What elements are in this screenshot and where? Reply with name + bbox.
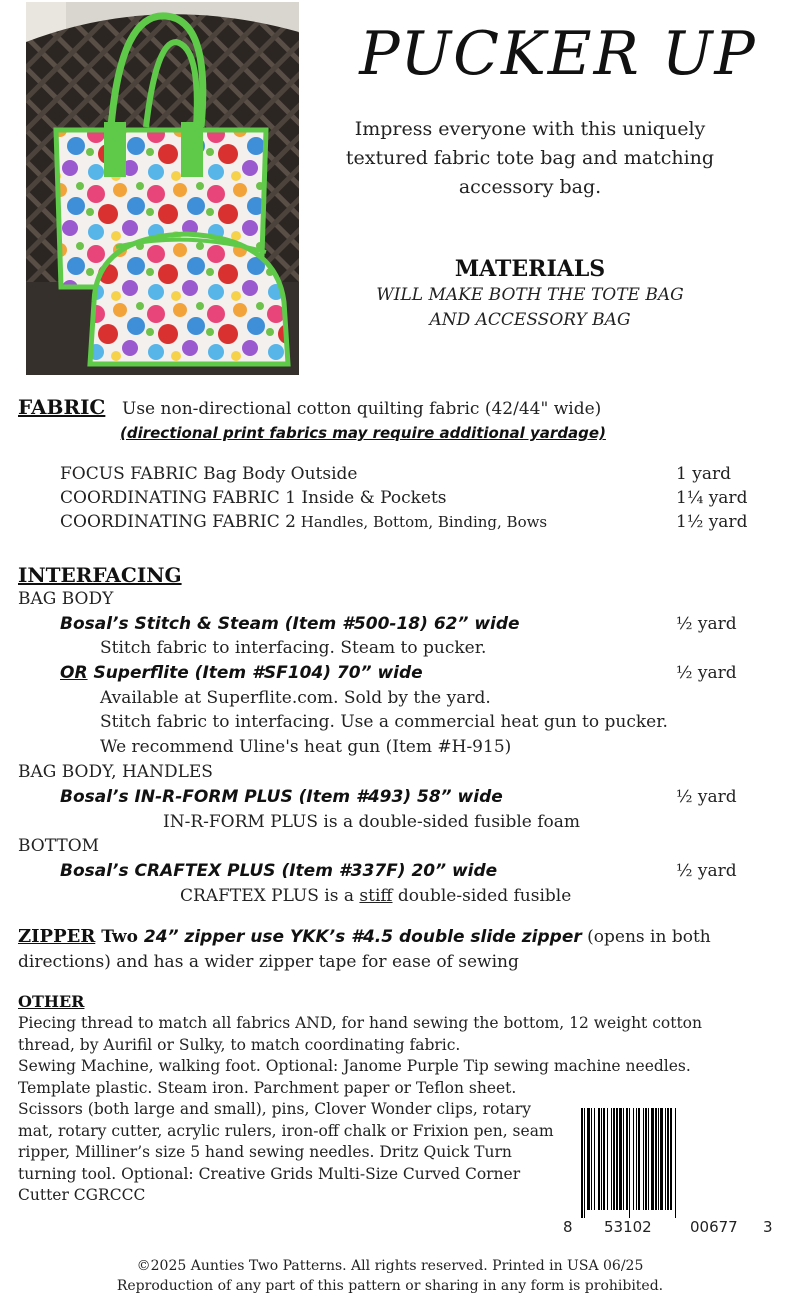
zipper-line [18, 925, 711, 949]
barcode-bar [592, 1108, 594, 1210]
barcode-bar [615, 1108, 616, 1210]
materials-subheading-line: AND ACCESSORY BAG [429, 310, 631, 330]
superflite-name: Superflite (Item #SF104) 70” wide [87, 663, 423, 683]
fabric-item-qty: 1 yard [676, 464, 731, 484]
fabric-description: Use non-directional cotton quilting fabric (42/44" wide) [122, 399, 602, 419]
barcode-bar [623, 1108, 624, 1210]
materials-heading: MATERIALS [454, 256, 606, 282]
barcode-digit: 8 [563, 1218, 573, 1236]
barcode-bar [638, 1108, 640, 1210]
barcode-bar [649, 1108, 651, 1210]
fabric-item-name: COORDINATING FABRIC 2 [60, 512, 296, 532]
barcode-bar [600, 1108, 601, 1210]
barcode-bar [657, 1108, 658, 1210]
fabric-item-name: FOCUS FABRIC [60, 464, 198, 484]
bag-body-label: BAG BODY [18, 589, 114, 609]
barcode-bar [616, 1108, 618, 1210]
inrform-qty: ½ yard [676, 787, 737, 807]
barcode-bar [583, 1108, 584, 1218]
barcode-bar [581, 1108, 583, 1218]
inrform-product: Bosal’s IN-R-FORM PLUS (Item #493) 58” wide [60, 787, 503, 807]
copyright: ©2025 Aunties Two Patterns. All rights reserved. Printed in USA 06/25 [136, 1258, 644, 1274]
barcode-bar [667, 1108, 669, 1210]
barcode-bar [670, 1108, 672, 1210]
other-line: Scissors (both large and small), pins, Clover Wonder clips, rotary [18, 1100, 532, 1118]
barcode-bar [659, 1108, 660, 1210]
other-line: Template plastic. Steam iron. Parchment paper or Teflon sheet. [18, 1078, 517, 1097]
barcode-bar [640, 1108, 643, 1210]
fabric-item-detail: Bag Body Outside [197, 464, 358, 484]
barcode-bar [637, 1108, 638, 1210]
intro-text: Impress everyone with this uniquely textured fabric tote bag and matching accessory bag. [345, 118, 715, 198]
barcode-bar [644, 1108, 645, 1210]
zipper-two: Two [95, 927, 144, 947]
superflite-note: Stitch fabric to interfacing. Use a commercial heat gun to pucker. [100, 712, 668, 732]
barcode-bar [618, 1108, 619, 1210]
barcode-bar [584, 1108, 585, 1218]
barcode-bar [665, 1108, 666, 1210]
superflite-note: Available at Superflite.com. Sold by the yard. [100, 688, 491, 708]
fabric-item [60, 486, 447, 510]
craftex-qty: ½ yard [676, 861, 737, 881]
materials-subheading [318, 283, 742, 333]
fabric-item-qty: 1½ yard [676, 512, 748, 532]
barcode-bar [594, 1108, 595, 1210]
barcode-bar [590, 1108, 591, 1210]
bag-body-handles-label: BAG BODY, HANDLES [18, 762, 213, 782]
barcode-bar [601, 1108, 602, 1210]
barcode-bar [608, 1108, 611, 1210]
superflite-product [60, 661, 423, 685]
barcode-bar [605, 1108, 607, 1210]
other-line: mat, rotary cutter, acrylic rulers, iron-off chalk or Frixion pen, seam [18, 1121, 554, 1140]
pattern-title: PUCKER UP [359, 19, 757, 89]
fabric-item-qty: 1¼ yard [676, 488, 748, 508]
zipper-heading: ZIPPER [18, 926, 96, 947]
barcode-bar [634, 1108, 636, 1210]
stitch-steam-qty: ½ yard [676, 614, 737, 634]
barcode-bar [672, 1108, 675, 1218]
barcode-bar [655, 1108, 657, 1210]
other-line: turning tool. Optional: Creative Grids Multi-Size Curved Corner [18, 1164, 521, 1183]
zipper-spec: 24” zipper use YKK’s #4.5 double slide zipper [143, 927, 582, 947]
barcode-bar [654, 1108, 655, 1210]
barcode-bar [613, 1108, 615, 1210]
barcode-bar [624, 1108, 626, 1210]
barcode-bar [595, 1108, 598, 1210]
barcode-bar [651, 1108, 654, 1210]
other-line: Cutter CGRCCC [18, 1186, 146, 1204]
fabric-note: (directional print fabrics may require additional yardage) [120, 424, 606, 442]
inrform-note: IN-R-FORM PLUS is a double-sided fusible foam [163, 812, 581, 832]
barcode-bar [602, 1108, 603, 1210]
other-line: ripper, Milliner’s size 5 hand sewing needles. Dritz Quick Turn [18, 1143, 512, 1161]
barcode-bar [676, 1108, 677, 1218]
barcode-bar [666, 1108, 667, 1210]
barcode-bar [643, 1108, 644, 1210]
stitch-steam-product: Bosal’s Stitch & Steam (Item #500-18) 62” wide [60, 614, 520, 634]
craftex-product: Bosal’s CRAFTEX PLUS (Item #337F) 20” wide [60, 861, 498, 881]
stitch-steam-note: Stitch fabric to interfacing. Steam to pucker. [100, 638, 487, 658]
craftex-note-text: CRAFTEX PLUS is a [180, 886, 360, 906]
barcode-bar [663, 1108, 665, 1210]
bottom-label: BOTTOM [18, 836, 100, 856]
superflite-note: We recommend Uline's heat gun (Item #H-915) [100, 737, 512, 757]
barcode-bar [611, 1108, 612, 1210]
other-line: thread, by Aurifil or Sulky, to match coordinating fabric. [18, 1035, 461, 1054]
barcode-bar [622, 1108, 623, 1210]
barcode-bar [628, 1108, 629, 1218]
product-photo [26, 2, 299, 375]
barcode-bar [598, 1108, 600, 1210]
barcode-digit: 3 [763, 1218, 773, 1236]
other-line: Sewing Machine, walking foot. Optional: Janome Purple Tip sewing machine needles. [18, 1057, 691, 1075]
barcode-digits: 00677 [690, 1218, 738, 1236]
barcode-bar [612, 1108, 613, 1210]
fabric-item-detail: Inside & Pockets [296, 488, 447, 508]
superflite-qty: ½ yard [676, 663, 737, 683]
or-label: OR [60, 663, 88, 683]
barcode-bar [591, 1108, 592, 1210]
barcode-bar [633, 1108, 634, 1210]
barcode-bar [630, 1108, 633, 1210]
barcode-bar [626, 1108, 628, 1210]
barcode-bar [647, 1108, 648, 1210]
barcode-bar [607, 1108, 608, 1210]
barcode-bar [636, 1108, 637, 1210]
barcode-bar [669, 1108, 670, 1210]
barcode-bar [658, 1108, 659, 1210]
barcode [578, 1108, 780, 1220]
fabric-item-detail: Handles, Bottom, Binding, Bows [296, 513, 548, 531]
barcode-bar [660, 1108, 663, 1210]
barcode-bar [645, 1108, 647, 1210]
barcode-bar [629, 1108, 630, 1218]
craftex-note-stiff: stiff [359, 886, 393, 906]
barcode-bar [603, 1108, 605, 1210]
fabric-item-name: COORDINATING FABRIC 1 [60, 488, 296, 508]
craftex-note-text: double-sided fusible [392, 886, 572, 906]
barcode-bar [675, 1108, 676, 1218]
zipper-rest-line: directions) and has a wider zipper tape for ease of sewing [18, 952, 519, 972]
barcode-digits: 53102 [604, 1218, 652, 1236]
other-heading: OTHER [18, 992, 85, 1011]
fabric-heading: FABRIC [18, 395, 106, 419]
barcode-bar [648, 1108, 649, 1210]
materials-subheading-line: WILL MAKE BOTH THE TOTE BAG [376, 285, 684, 305]
interfacing-heading: INTERFACING [18, 563, 182, 587]
craftex-note [180, 884, 571, 908]
fabric-item [60, 510, 547, 534]
barcode-bar [587, 1108, 590, 1210]
other-line: Piecing thread to match all fabrics AND, for hand sewing the bottom, 12 weight cotton [18, 1014, 702, 1032]
barcode-bar [619, 1108, 622, 1210]
reproduction-notice: Reproduction of any part of this pattern or sharing in any form is prohibited. [116, 1278, 664, 1294]
barcode-bar [585, 1108, 587, 1210]
fabric-item [60, 462, 358, 486]
zipper-rest: (opens in both [581, 927, 711, 947]
